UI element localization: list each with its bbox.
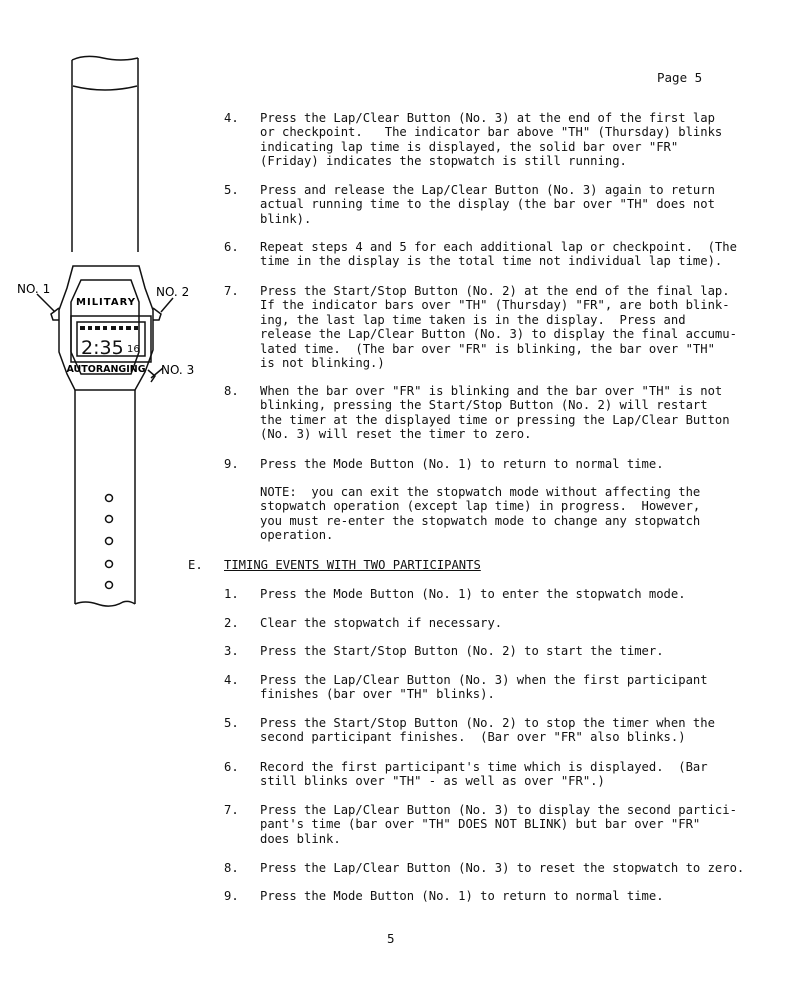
watch-display-seconds: 16 — [127, 344, 140, 355]
step-text: Press the Mode Button (No. 1) to return to normal time. — [260, 457, 664, 471]
watch-display-time: 2:35 — [81, 337, 124, 359]
step-text: Press the Start/Stop Button (No. 2) to start the timer. — [260, 644, 664, 658]
button-label-no1: NO. 1 — [17, 282, 51, 296]
step-number: 6. — [224, 760, 239, 774]
step-text: Press the Lap/Clear Button (No. 3) when the first participant finishes (bar over "TH" blinks). — [260, 673, 708, 702]
watch-illustration — [15, 52, 205, 612]
step-number: 1. — [224, 587, 239, 601]
step-text: Press the Mode Button (No. 1) to enter the stopwatch mode. — [260, 587, 686, 601]
watch-brand-top: MILITARY — [76, 297, 136, 308]
footer-page-number: 5 — [387, 931, 395, 946]
step-number: 6. — [224, 240, 239, 254]
button-label-no2: NO. 2 — [156, 285, 190, 299]
step-number: 8. — [224, 384, 239, 398]
step-text: Press the Lap/Clear Button (No. 3) to reset the stopwatch to zero. — [260, 861, 745, 875]
step-number: 9. — [224, 457, 239, 471]
watch-brand-bottom: AUTORANGING — [66, 364, 146, 375]
step-text: When the bar over "FR" is blinking and the bar over "TH" is not blinking, pressing the Start/Stop Button (No. 2) will restart the timer at the displayed time or pressing the Lap/Clear Button (No. 3) will reset the timer to zero. — [260, 384, 730, 442]
step-text: Record the first participant's time which is displayed. (Bar still blinks over "TH" - as well as over "FR".) — [260, 760, 708, 789]
step-number: 4. — [224, 111, 239, 125]
step-number: 9. — [224, 889, 239, 903]
button-label-no3: NO. 3 — [161, 363, 195, 377]
step-number: 5. — [224, 183, 239, 197]
page-label: Page 5 — [657, 70, 703, 85]
step-text: Press the Start/Stop Button (No. 2) at the end of the final lap. If the indicator bars over "TH" (Thursday) "FR", are both blink- ing, the last lap time taken is in the display. Press and release the Lap/Clear Button (No. 3) to display the final accumu- lated time. (The bar over "FR" is blinking, the bar over "TH" is not blinking.) — [260, 284, 737, 371]
step-number: 5. — [224, 716, 239, 730]
step-text: Press the Lap/Clear Button (No. 3) to display the second partici- pant's time (bar over "TH" DOES NOT BLINK) but bar over "FR" does blink. — [260, 803, 737, 846]
step-text: Clear the stopwatch if necessary. — [260, 616, 503, 630]
section-letter: E. — [188, 558, 203, 572]
step-text: Press the Start/Stop Button (No. 2) to stop the timer when the second participant finishes. (Bar over "FR" also blinks.) — [260, 716, 715, 745]
step-text: Repeat steps 4 and 5 for each additional lap or checkpoint. (The time in the display is the total time not individual lap time). — [260, 240, 737, 269]
step-text: Press the Lap/Clear Button (No. 3) at the end of the first lap or checkpoint. The indicator bar above "TH" (Thursday) blinks indicating lap time is displayed, the solid bar over "FR" (Friday) indicates the stopwatch is still running. — [260, 111, 723, 169]
step-number: 7. — [224, 803, 239, 817]
step-text: Press and release the Lap/Clear Button (No. 3) again to return actual running time to the display (the bar over "TH" does not blink). — [260, 183, 715, 226]
step-number: 3. — [224, 644, 239, 658]
step-number: 8. — [224, 861, 239, 875]
step-number: 2. — [224, 616, 239, 630]
step-number: 7. — [224, 284, 239, 298]
note-paragraph: NOTE: you can exit the stopwatch mode without affecting the stopwatch operation (except lap time) in progress. However, you must re-enter the stopwatch mode to change any stopwatch operation. — [260, 485, 701, 543]
section-title: TIMING EVENTS WITH TWO PARTICIPANTS — [224, 558, 481, 572]
step-text: Press the Mode Button (No. 1) to return to normal time. — [260, 889, 664, 903]
step-number: 4. — [224, 673, 239, 687]
